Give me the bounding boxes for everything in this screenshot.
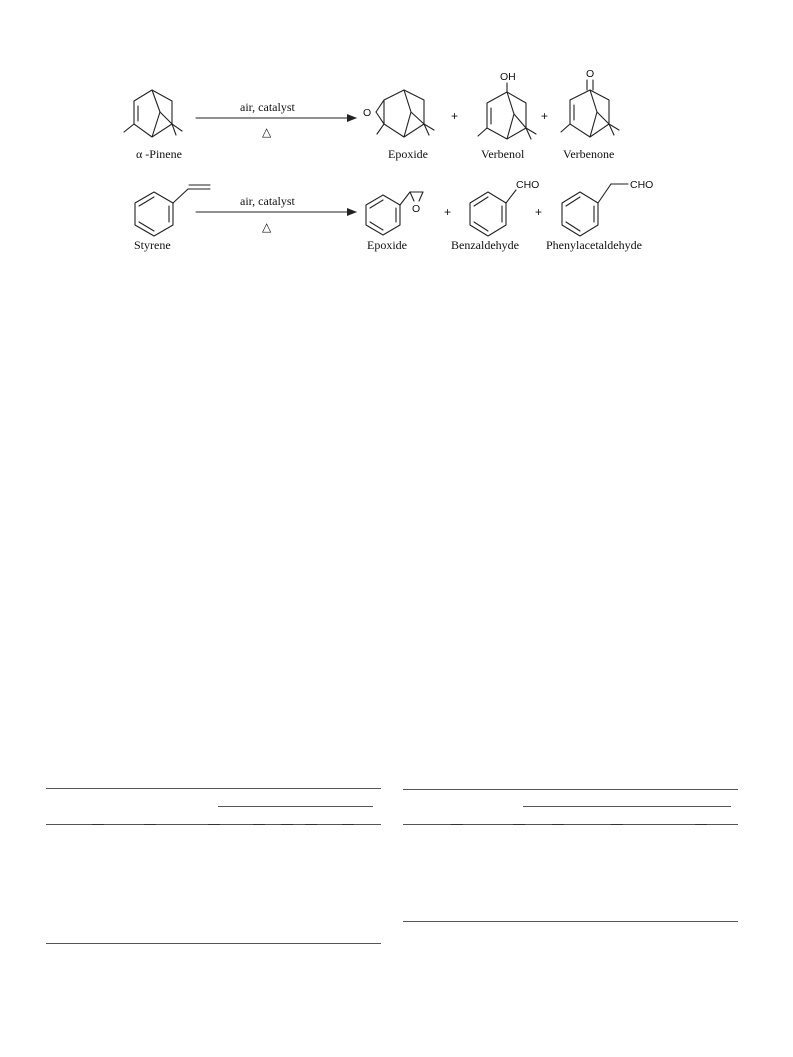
product-label-verbenone: Verbenone xyxy=(563,147,615,161)
table-right-bottom-rule xyxy=(403,921,738,922)
reactant-label-alpha-pinene: α -Pinene xyxy=(136,147,182,161)
plus-sign-2a: + xyxy=(444,205,452,219)
styrene-structure xyxy=(135,185,210,236)
conditions-label-2: air, catalyst xyxy=(240,194,295,208)
product-label-benzaldehyde: Benzaldehyde xyxy=(451,238,519,252)
product-label-verbenol: Verbenol xyxy=(481,147,525,161)
table-left-mark xyxy=(305,824,317,825)
verbenol-structure xyxy=(478,83,536,139)
reactant-label-styrene: Styrene xyxy=(134,238,171,252)
reaction-scheme xyxy=(0,0,793,280)
plus-sign-1b: + xyxy=(541,109,549,123)
table-right-mark xyxy=(451,824,463,825)
heat-symbol-2: △ xyxy=(262,220,272,234)
table-right-mark xyxy=(611,824,623,825)
table-right-mark xyxy=(513,824,525,825)
aldehyde-group-2: CHO xyxy=(630,179,654,191)
conditions-label-1: air, catalyst xyxy=(240,100,295,114)
epoxide-oxygen-atom-2: O xyxy=(412,203,421,215)
phenylacetaldehyde-structure xyxy=(562,184,628,236)
pinene-epoxide-structure xyxy=(376,90,434,137)
plus-sign-2b: + xyxy=(535,205,543,219)
product-label-phenylacetaldehyde: Phenylacetaldehyde xyxy=(546,238,642,252)
table-left-top-rule xyxy=(46,788,381,789)
table-right-top-rule xyxy=(403,789,738,790)
aldehyde-group-1: CHO xyxy=(516,179,540,191)
table-left-mark xyxy=(144,824,156,825)
table-left-bottom-rule xyxy=(46,943,381,944)
table-left-header-span-rule xyxy=(218,806,373,807)
epoxide-oxygen-atom-1: O xyxy=(363,107,372,119)
hydroxyl-group: OH xyxy=(500,71,516,83)
alpha-pinene-structure xyxy=(124,90,182,137)
table-right-header-span-rule xyxy=(523,806,731,807)
table-right-mark xyxy=(552,824,564,825)
table-left-mark xyxy=(342,824,354,825)
heat-symbol-1: △ xyxy=(262,125,272,139)
benzaldehyde-structure xyxy=(470,190,516,236)
ketone-oxygen-atom: O xyxy=(586,68,595,80)
table-left-mark xyxy=(208,824,220,825)
table-right-mark xyxy=(695,824,707,825)
table-left-mark xyxy=(281,824,293,825)
product-label-epoxide-1: Epoxide xyxy=(388,147,428,161)
verbenone-structure xyxy=(561,80,619,137)
product-label-epoxide-2: Epoxide xyxy=(367,238,407,252)
plus-sign-1a: + xyxy=(451,109,459,123)
table-left-mark xyxy=(92,824,104,825)
table-left-mark xyxy=(253,824,265,825)
